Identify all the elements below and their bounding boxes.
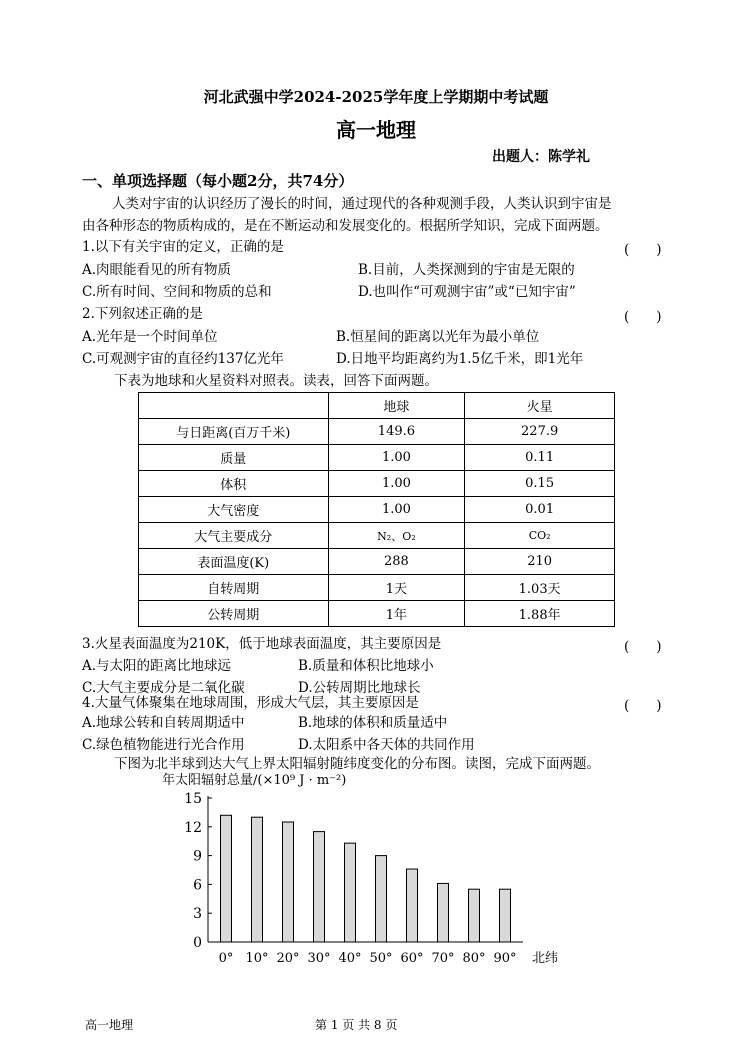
earth-value: 288 <box>328 549 465 575</box>
x-tick-label: 20° <box>276 951 300 966</box>
earth-value: 149.6 <box>328 419 465 445</box>
row-label: 质量 <box>139 445 329 471</box>
table-row <box>139 549 615 575</box>
row-label: 表面温度(K) <box>139 549 329 575</box>
table-intro: 下表为地球和火星资料对照表。读表，回答下面两题。 <box>114 373 438 389</box>
table-row <box>139 575 615 601</box>
table-row <box>139 419 615 445</box>
chart-intro: 下图为北半球到达大气上界太阳辐射随纬度变化的分布图。读图，完成下面两题。 <box>114 756 600 772</box>
exam-title: 河北武强中学2024-2025学年度上学期期中考试题 <box>203 88 549 106</box>
x-axis-title: 北纬 <box>532 951 559 966</box>
y-tick-label: 6 <box>193 877 202 894</box>
q3-answer-paren: ( ) <box>624 639 662 655</box>
q1-stem: 1.以下有关宇宙的定义，正确的是 <box>82 239 284 255</box>
q3-option-d: D.公转周期比地球长 <box>298 680 421 696</box>
y-tick-label: 9 <box>193 848 202 865</box>
earth-value: 1.00 <box>328 471 465 497</box>
subject-title: 高一地理 <box>336 118 416 142</box>
q4-option-a: A.地球公转和自转周期适中 <box>82 715 245 731</box>
x-tick-label: 40° <box>338 951 362 966</box>
y-axis-title: 年太阳辐射总量/(×10⁹ J · m⁻²) <box>162 773 347 788</box>
x-tick-label: 0° <box>218 951 234 966</box>
section-heading: 一、单项选择题（每小题2分，共74分） <box>82 172 354 190</box>
table-row <box>139 445 615 471</box>
mars-value: 0.01 <box>465 497 615 523</box>
row-label: 体积 <box>139 471 329 497</box>
bar <box>438 883 449 942</box>
earth-value: 1.00 <box>328 445 465 471</box>
table-header-row <box>139 393 615 419</box>
y-tick-label: 12 <box>184 819 202 836</box>
bar <box>283 822 294 942</box>
x-tick-label: 80° <box>462 951 486 966</box>
q3-option-b: B.质量和体积比地球小 <box>298 658 434 674</box>
y-tick-label: 0 <box>193 935 202 951</box>
bar <box>345 843 356 942</box>
row-label: 大气密度 <box>139 497 329 523</box>
bar <box>221 815 232 942</box>
author-line: 出题人：陈学礼 <box>492 149 590 165</box>
q2-option-c: C.可观测宇宙的直径约137亿光年 <box>82 351 284 367</box>
q1-option-d: D.也叫作“可观测宇宙”或“已知宇宙” <box>358 284 576 300</box>
y-tick-label: 3 <box>193 906 202 923</box>
q1-option-a: A.肉眼能看见的所有物质 <box>82 262 232 278</box>
q2-option-a: A.光年是一个时间单位 <box>82 329 218 345</box>
table-header-blank <box>139 393 329 419</box>
q3-stem: 3.火星表面温度为210K，低于地球表面温度，其主要原因是 <box>82 636 442 652</box>
table-row <box>139 497 615 523</box>
bar <box>314 832 325 942</box>
intro-line-1: 人类对宇宙的认识经历了漫长的时间，通过现代的各种观测手段，人类认识到宇宙是 <box>112 196 612 212</box>
y-tick-label: 15 <box>184 791 202 807</box>
earth-value: 1天 <box>328 575 465 601</box>
q4-option-c: C.绿色植物能进行光合作用 <box>82 737 245 753</box>
mars-value: 0.15 <box>465 471 615 497</box>
q3-option-a: A.与太阳的距离比地球远 <box>82 658 232 674</box>
x-tick-label: 90° <box>493 951 517 966</box>
x-tick-label: 30° <box>307 951 331 966</box>
table-row <box>139 471 615 497</box>
q2-option-b: B.恒星间的距离以光年为最小单位 <box>336 329 540 345</box>
x-tick-label: 10° <box>245 951 269 966</box>
row-label: 与日距离(百万千米) <box>139 419 329 445</box>
q2-stem: 2.下列叙述正确的是 <box>82 306 203 322</box>
q4-answer-paren: ( ) <box>624 698 662 714</box>
q4-option-b: B.地球的体积和质量适中 <box>298 715 448 731</box>
earth-value: 1年 <box>328 601 465 627</box>
mars-value: 210 <box>465 549 615 575</box>
bar <box>407 869 418 942</box>
mars-value: CO₂ <box>465 523 615 549</box>
table-header-mars: 火星 <box>465 393 615 419</box>
q2-answer-paren: ( ) <box>624 309 662 325</box>
x-tick-label: 50° <box>369 951 393 966</box>
solar-radiation-bar-chart <box>150 770 590 970</box>
x-tick-label: 70° <box>431 951 455 966</box>
row-label: 公转周期 <box>139 601 329 627</box>
mars-value: 1.03天 <box>465 575 615 601</box>
table-row <box>139 523 615 549</box>
mars-value: 1.88年 <box>465 601 615 627</box>
q3-option-c: C.大气主要成分是二氧化碳 <box>82 680 245 696</box>
earth-value: 1.00 <box>328 497 465 523</box>
earth-value: N₂、O₂ <box>328 523 465 549</box>
q4-stem: 4.大量气体聚集在地球周围，形成大气层，其主要原因是 <box>82 695 419 711</box>
footer-page-number: 第 1 页 共 8 页 <box>315 1018 398 1032</box>
q1-option-b: B.目前，人类探测到的宇宙是无限的 <box>358 262 575 278</box>
bar <box>469 889 480 942</box>
q2-option-d: D.日地平均距离约为1.5亿千米，即1光年 <box>336 351 584 367</box>
table-row <box>139 601 615 627</box>
intro-line-2: 由各种形态的物质构成的，是在不断运动和发展变化的。根据所学知识，完成下面两题。 <box>82 218 609 234</box>
row-label: 大气主要成分 <box>139 523 329 549</box>
bar <box>376 856 387 942</box>
table-header-earth: 地球 <box>328 393 465 419</box>
bar <box>500 889 511 942</box>
mars-value: 0.11 <box>465 445 615 471</box>
earth-mars-table <box>138 392 615 627</box>
mars-value: 227.9 <box>465 419 615 445</box>
footer-subject: 高一地理 <box>85 1018 134 1032</box>
q4-option-d: D.太阳系中各天体的共同作用 <box>298 737 475 753</box>
q1-option-c: C.所有时间、空间和物质的总和 <box>82 284 272 300</box>
q1-answer-paren: ( ) <box>624 242 662 258</box>
bar <box>252 817 263 942</box>
x-tick-label: 60° <box>400 951 424 966</box>
row-label: 自转周期 <box>139 575 329 601</box>
